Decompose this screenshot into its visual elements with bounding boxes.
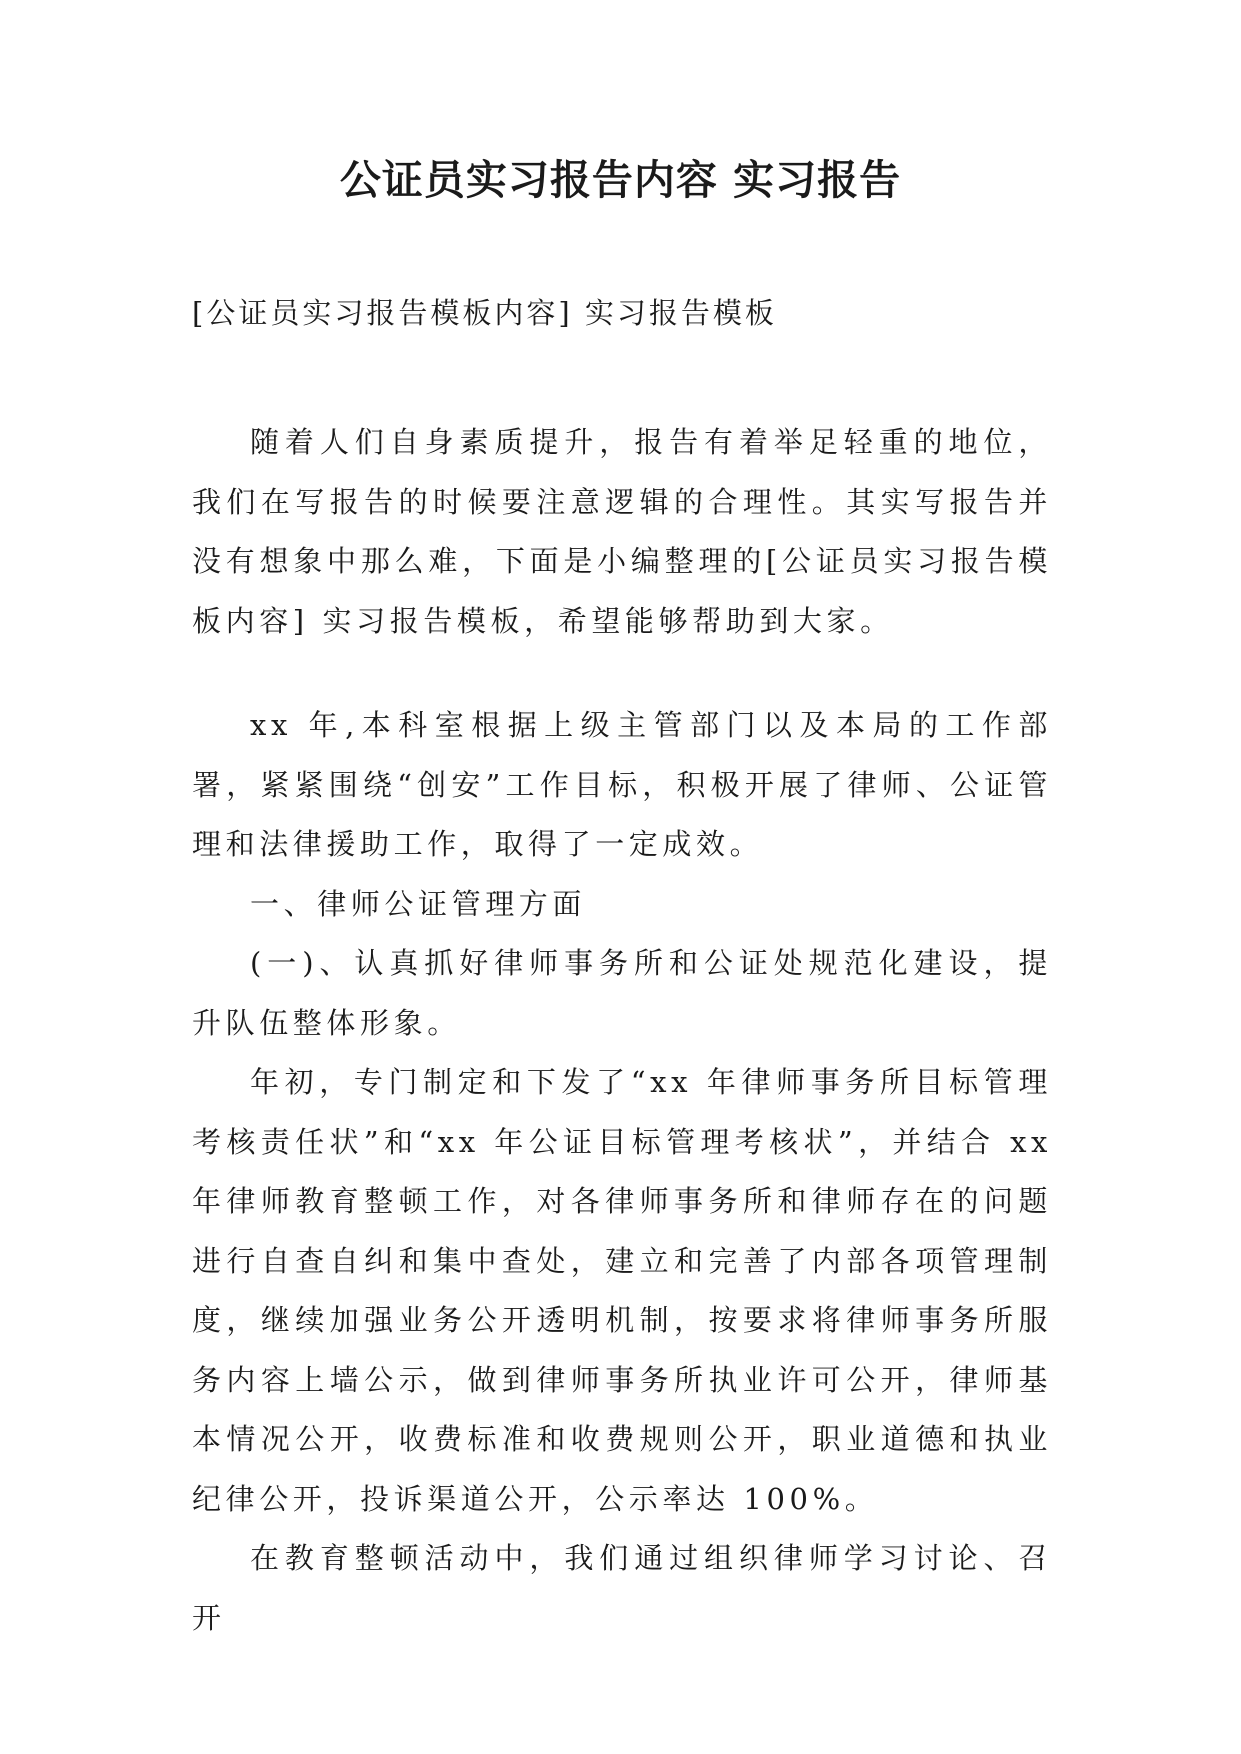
paragraph-work-summary: xx 年,本科室根据上级主管部门以及本局的工作部署，紧紧围绕“创安”工作目标，积极开展了律师、公证管理和法律援助工作，取得了一定成效。 — [192, 708, 1052, 861]
section-heading-lawyer-notary: 一、律师公证管理方面 — [250, 886, 587, 921]
report-body — [192, 696, 1052, 1648]
paragraph-target-management: 年初，专门制定和下发了“xx 年律师事务所目标管理考核责任状”和“xx 年公证目标管理考核状”，并结合 xx 年律师教育整顿工作，对各律师事务所和律师存在的问题进行自查自纠和集中查处，建立和完善了内部各项管理制度，继续加强业务公开透明机制，按要求将律师事务所服务内容上墙公示，做到律师事务所执业许可公开，律师基本情况公开，收费标准和收费规则公开，职业道德和执业纪律公开，投诉渠道公开，公示率达 100%。 — [192, 1065, 1052, 1516]
paragraph-education-rectification: 在教育整顿活动中，我们通过组织律师学习讨论、召开 — [192, 1541, 1052, 1635]
intro-paragraph: 随着人们自身素质提升，报告有着举足轻重的地位，我们在写报告的时候要注意逻辑的合理性。其实写报告并没有想象中那么难，下面是小编整理的[公证员实习报告模板内容] 实习报告模板，希望能够帮助到大家。 — [192, 425, 1052, 638]
document-title: 公证员实习报告内容 实习报告 — [339, 156, 902, 204]
document-subtitle: [公证员实习报告模板内容] 实习报告模板 — [192, 296, 777, 330]
subsection-heading-standardization: (一)、认真抓好律师事务所和公证处规范化建设，提升队伍整体形象。 — [192, 946, 1052, 1040]
